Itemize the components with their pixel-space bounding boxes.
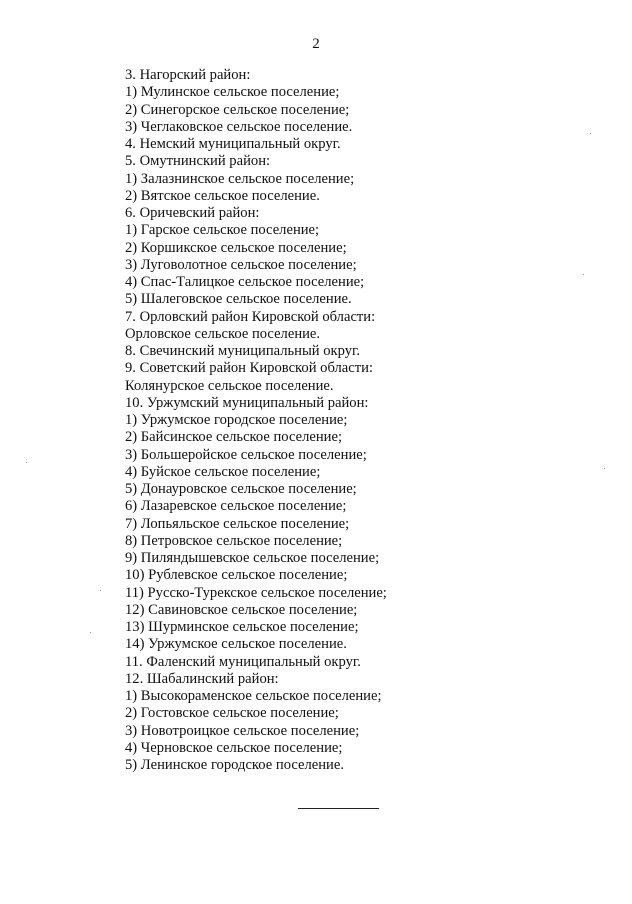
scan-speck <box>583 274 584 275</box>
list-item: 11) Русско-Турекское сельское поселение; <box>125 584 387 601</box>
list-item: 1) Залазнинское сельское поселение; <box>125 170 355 187</box>
scan-speck <box>26 462 27 463</box>
page-number: 2 <box>312 36 320 52</box>
list-item: 3) Чеглаковское сельское поселение. <box>125 118 353 135</box>
list-item: 4) Спас-Талицкое сельское поселение; <box>125 274 365 290</box>
list-item: 5) Ленинское городское поселение. <box>125 757 344 773</box>
list-item: 4) Буйское сельское поселение; <box>125 463 321 480</box>
list-item: 7) Лопьяльское сельское поселение; <box>125 515 350 532</box>
list-item: 1) Высокораменское сельское поселение; <box>125 688 382 704</box>
list-item: 3) Большеройское сельское поселение; <box>125 446 367 463</box>
list-item: 2) Синегорское сельское поселение; <box>125 101 350 118</box>
list-item: 5) Донауровское сельское поселение; <box>125 481 357 497</box>
list-item: 9. Советский район Кировской области: <box>125 360 374 377</box>
list-item: 13) Шурминское сельское поселение; <box>125 619 359 635</box>
list-item: 2) Гостовское сельское поселение; <box>125 705 339 722</box>
list-item: 5) Шалеговское сельское поселение. <box>125 291 352 308</box>
list-item: 10) Рублевское сельское поселение; <box>125 567 348 584</box>
scan-speck <box>90 632 91 633</box>
list-item: 1) Уржумское городское поселение; <box>125 412 348 428</box>
list-item: 14) Уржумское сельское поселение. <box>125 636 347 653</box>
list-item: 3) Новотроицкое сельское поселение; <box>125 722 360 739</box>
list-item: 12. Шабалинский район: <box>125 670 279 687</box>
list-item: Колянурское сельское поселение. <box>125 377 334 394</box>
list-item: 6) Лазаревское сельское поселение; <box>125 498 347 515</box>
list-item: 2) Байсинское сельское поселение; <box>125 429 343 446</box>
list-item: 2) Вятское сельское поселение. <box>125 187 320 204</box>
list-item: 8) Петровское сельское поселение; <box>125 532 343 549</box>
end-divider <box>298 808 379 809</box>
scan-speck <box>604 468 605 469</box>
list-item: 12) Савиновское сельское поселение; <box>125 601 358 618</box>
list-item: 1) Гарское сельское поселение; <box>125 222 320 239</box>
list-item: 11. Фаленский муниципальный округ. <box>125 653 361 670</box>
list-item: 3) Луговолотное сельское поселение; <box>125 256 357 273</box>
scan-speck <box>590 133 591 134</box>
list-item: 2) Коршикское сельское поселение; <box>125 239 347 256</box>
list-item: 10. Уржумский муниципальный район: <box>125 394 369 411</box>
list-item: 4. Немский муниципальный округ. <box>125 136 341 152</box>
scan-speck <box>100 590 101 591</box>
list-item: 7. Орловский район Кировской области: <box>125 308 376 325</box>
list-item: 1) Мулинское сельское поселение; <box>125 84 340 101</box>
list-item: 3. Нагорский район: <box>125 67 251 83</box>
list-item: 8. Свечинский муниципальный округ. <box>125 343 361 359</box>
list-item: 5. Омутнинский район: <box>125 153 271 170</box>
list-item: 4) Черновское сельское поселение; <box>125 739 343 756</box>
list-item: 9) Пиляндышевское сельское поселение; <box>125 550 380 566</box>
list-item: Орловское сельское поселение. <box>125 325 321 342</box>
list-item: 6. Оричевский район: <box>125 205 260 221</box>
document-body <box>125 67 605 774</box>
